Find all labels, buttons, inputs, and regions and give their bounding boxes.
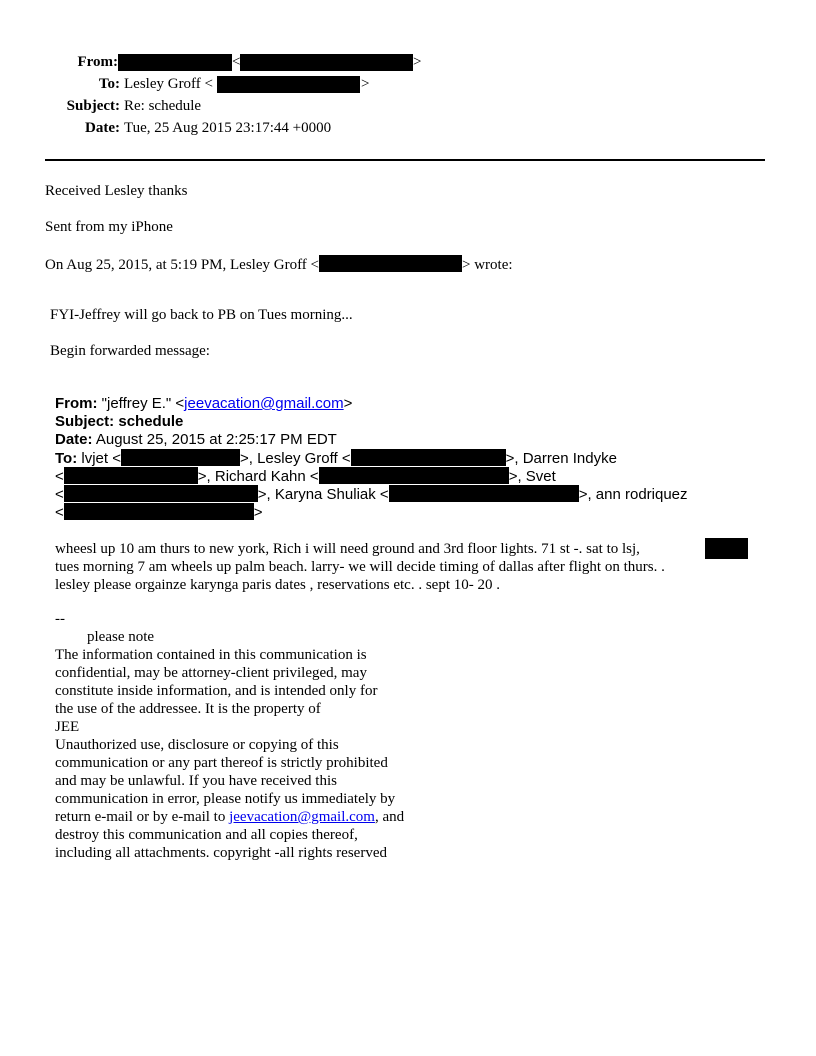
- header-date: Tue, 25 Aug 2015 23:17:44 +0000: [124, 120, 332, 136]
- fwd-to-c: >, Darren Indyke: [505, 450, 617, 467]
- redaction-block: [351, 449, 506, 466]
- fwd-subject-label: Subject:: [55, 413, 115, 430]
- fwd-from-email-link[interactable]: jeevacation@gmail.com: [184, 395, 344, 412]
- redaction-block: [705, 538, 748, 559]
- fwd-lt: <: [55, 486, 64, 503]
- redaction-block: [319, 255, 462, 272]
- disclaimer-line: communication in error, please notify us immediately by: [55, 791, 396, 807]
- fwd-to-a: lvjet <: [81, 450, 121, 467]
- header-subject-label: Subject:: [66, 98, 120, 114]
- disclaimer-line: JEE: [55, 719, 80, 735]
- header-from-label: From:: [77, 54, 118, 70]
- header-lt: <: [232, 54, 241, 70]
- header-gt: >: [413, 54, 422, 70]
- begin-forwarded: Begin forwarded message:: [50, 343, 210, 359]
- fwd-from-label: From:: [55, 395, 98, 412]
- fwd-to-row-3: [55, 485, 688, 503]
- fwd-subject-row: [55, 413, 183, 430]
- quote-intro-text: On Aug 25, 2015, at 5:19 PM, Lesley Groff <: [45, 257, 319, 273]
- reply-line-1: Received Lesley thanks: [45, 183, 188, 199]
- fwd-to-g: >, ann rodriquez: [578, 486, 688, 503]
- fwd-lt: <: [55, 504, 64, 521]
- header-from-row: [0, 54, 800, 74]
- fwd-lt: <: [55, 468, 64, 485]
- header-gt: >: [361, 76, 370, 92]
- fwd-to-row-4: [55, 503, 263, 521]
- fwd-to-b: >, Lesley Groff <: [240, 450, 351, 467]
- signature-note: please note: [87, 629, 155, 645]
- disclaimer-line: including all attachments. copyright -all rights reserved: [55, 845, 387, 861]
- disclaimer-text: return e-mail or by e-mail to: [55, 809, 230, 825]
- fwd-gt: >: [253, 504, 263, 521]
- fwd-to-row-2: [55, 467, 556, 485]
- disclaimer-line: the use of the addressee. It is the property of: [55, 701, 321, 717]
- quote-intro-end: > wrote:: [462, 257, 513, 273]
- fwd-to-f: >, Karyna Shuliak <: [257, 486, 389, 503]
- redaction-block: [64, 503, 254, 520]
- redaction-block: [319, 467, 509, 484]
- redaction-block: [389, 485, 579, 502]
- disclaimer-line: Unauthorized use, disclosure or copying of this: [55, 737, 339, 753]
- redaction-block: [217, 76, 360, 93]
- fwd-to-d: >, Richard Kahn <: [197, 468, 319, 485]
- header-to-name: Lesley Groff <: [124, 76, 213, 92]
- disclaimer-line-email: [55, 809, 404, 826]
- fwd-date-label: Date:: [55, 431, 93, 448]
- fyi-line: FYI-Jeffrey will go back to PB on Tues morning...: [50, 307, 353, 323]
- fwd-date-row: [55, 431, 337, 448]
- fwd-to-row-1: [55, 449, 617, 467]
- message-line-3: lesley please orgainze karynga paris dates , reservations etc. . sept 10- 20 .: [55, 577, 500, 593]
- disclaimer-line: constitute inside information, and is intended only for: [55, 683, 378, 699]
- header-subject-row: [0, 98, 800, 118]
- disclaimer-line: The information contained in this communication is: [55, 647, 367, 663]
- disclaimer-line: destroy this communication and all copies thereof,: [55, 827, 358, 843]
- redaction-block: [64, 485, 258, 502]
- header-subject: Re: schedule: [124, 98, 202, 114]
- fwd-to-label: To:: [55, 450, 78, 467]
- disclaimer-email-link[interactable]: jeevacation@gmail.com: [229, 809, 375, 825]
- reply-line-2: Sent from my iPhone: [45, 219, 173, 235]
- header-to-label: To:: [98, 76, 120, 92]
- message-line-1-text: wheesl up 10 am thurs to new york, Rich i will need ground and 3rd floor lights. 71 st -. sat to lsj,: [55, 541, 640, 557]
- fwd-date: August 25, 2015 at 2:25:17 PM EDT: [95, 431, 337, 448]
- message-line-1: [55, 541, 640, 558]
- header-to-row: [0, 76, 800, 96]
- disclaimer-text: , and: [374, 809, 405, 825]
- redaction-block: [121, 449, 240, 466]
- disclaimer-line: and may be unlawful. If you have received this: [55, 773, 337, 789]
- fwd-gt: >: [343, 395, 353, 412]
- disclaimer-line: communication or any part thereof is strictly prohibited: [55, 755, 388, 771]
- redaction-block: [118, 54, 232, 71]
- fwd-from-name: "jeffrey E." <: [101, 395, 185, 412]
- signature-dashes: --: [55, 611, 65, 627]
- fwd-to-e: >, Svet: [508, 468, 556, 485]
- header-divider: [45, 159, 765, 161]
- redaction-block: [240, 54, 413, 71]
- header-date-label: Date:: [85, 120, 120, 136]
- disclaimer-line: confidential, may be attorney-client privileged, may: [55, 665, 367, 681]
- redaction-block: [64, 467, 198, 484]
- quote-intro: [45, 255, 513, 274]
- fwd-from-row: [55, 395, 352, 412]
- message-line-2: tues morning 7 am wheels up palm beach. larry- we will decide timing of dallas after flight on thurs. .: [55, 559, 665, 575]
- fwd-subject: schedule: [118, 413, 184, 430]
- header-date-row: [0, 120, 800, 140]
